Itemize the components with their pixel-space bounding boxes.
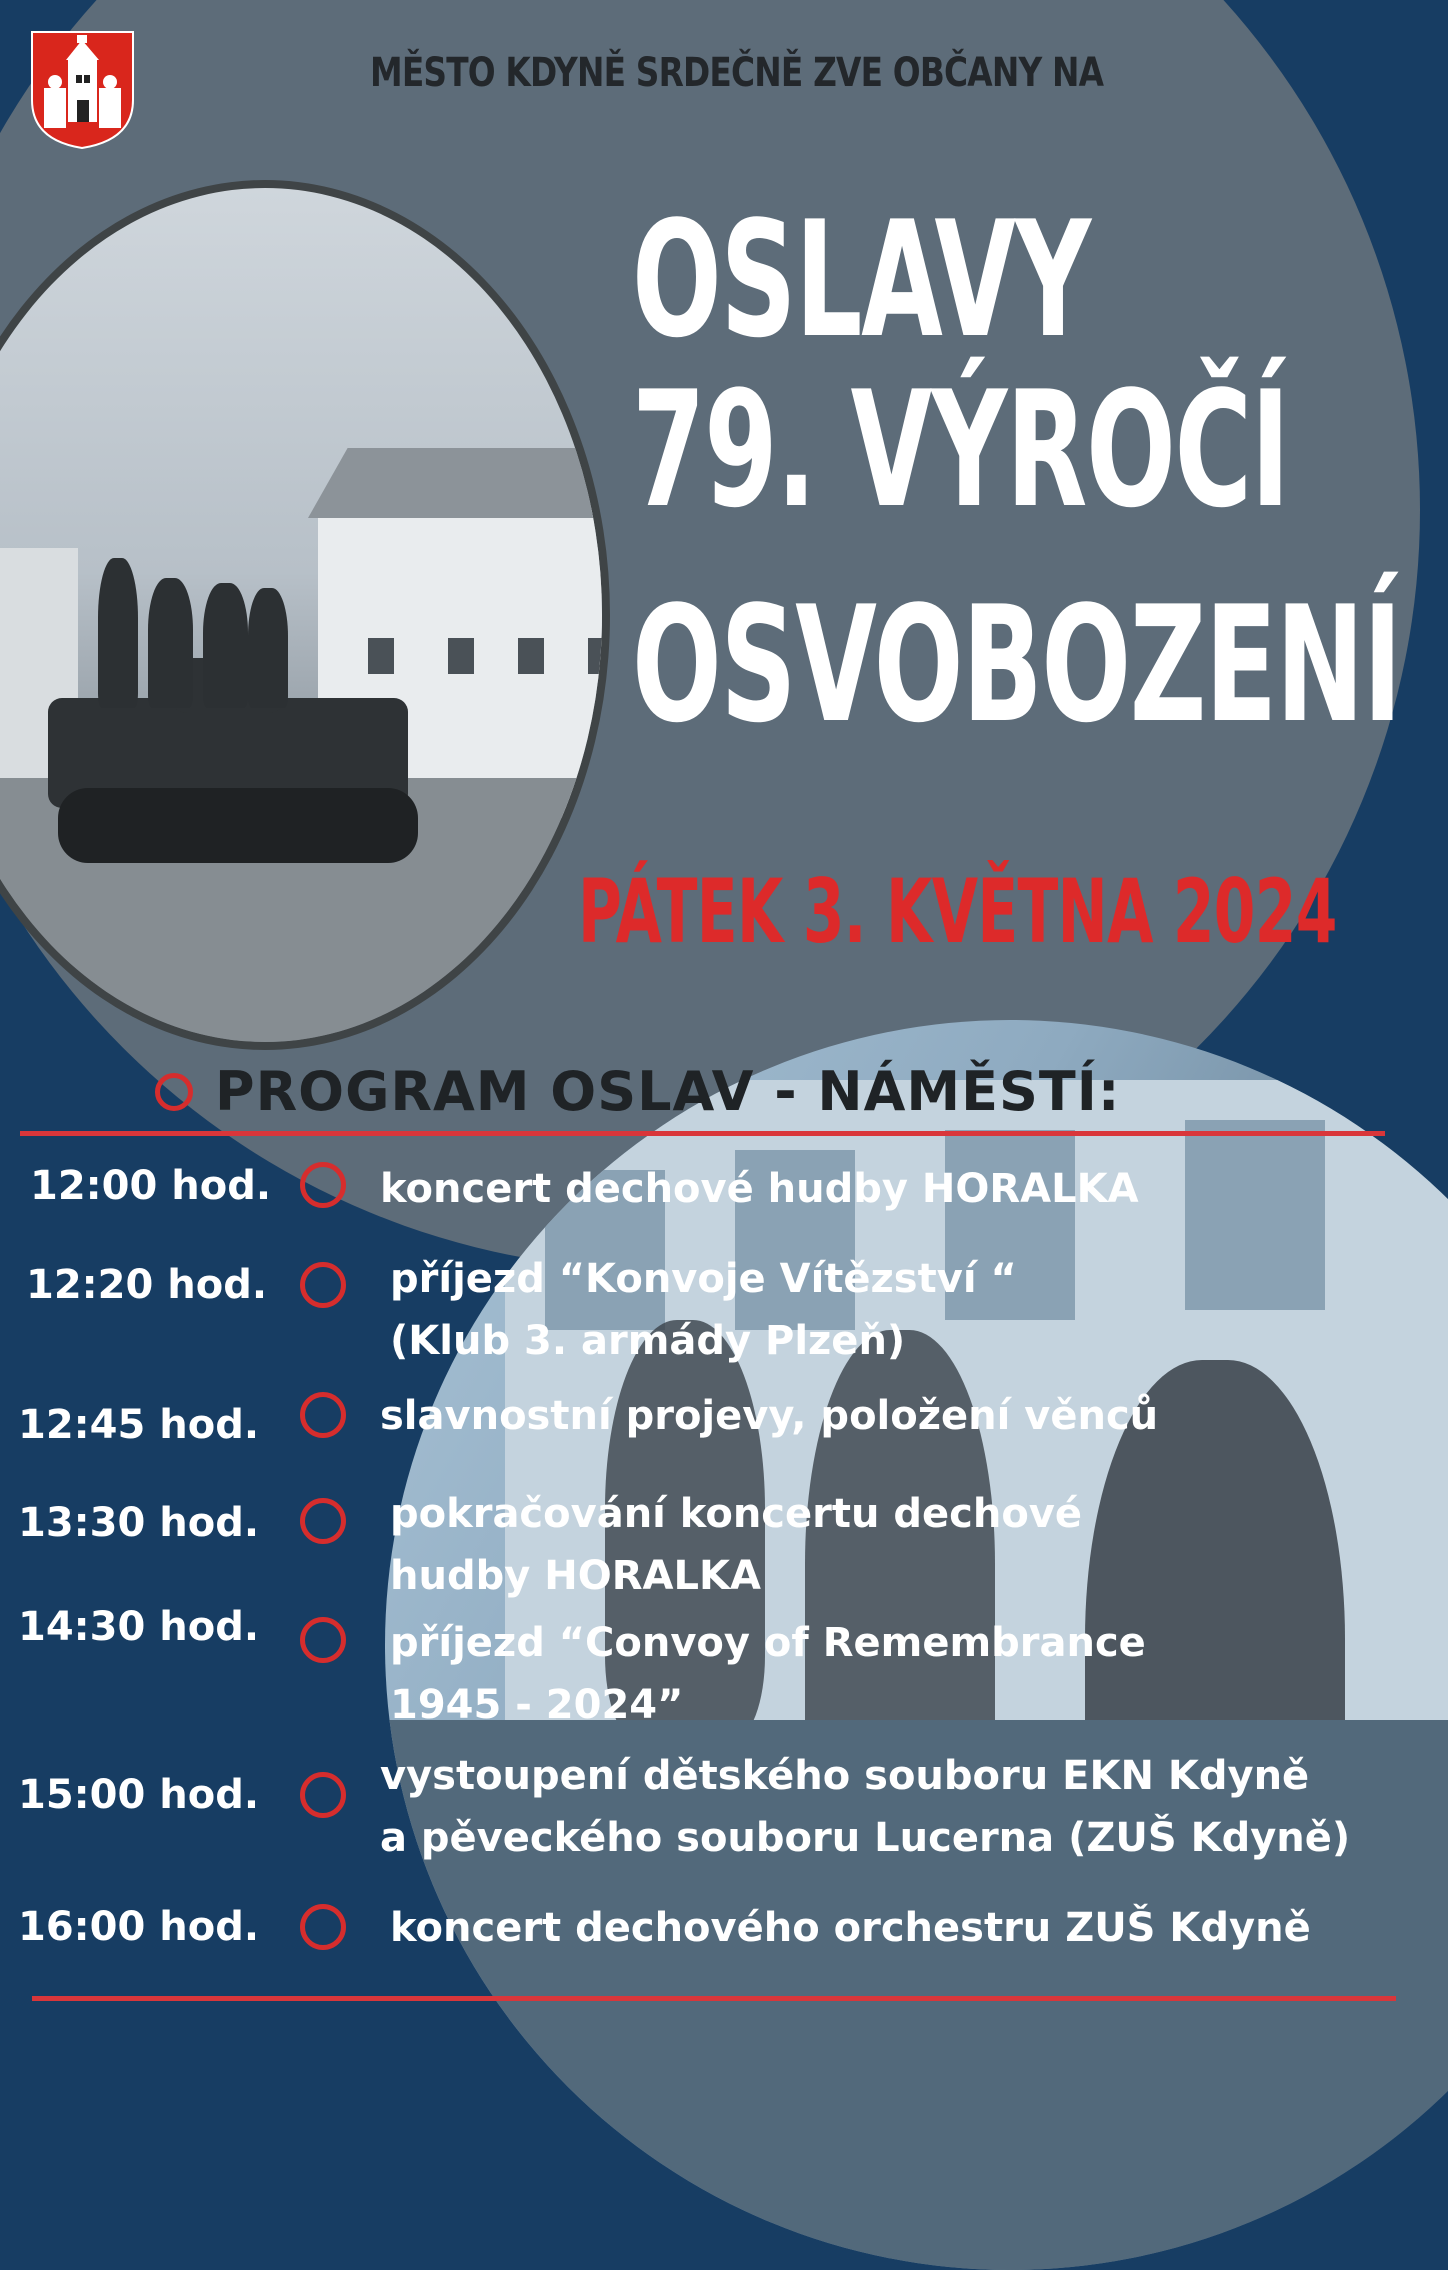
invitation-text: MĚSTO KDYNĚ SRDEČNĚ ZVE OBČANY NA (370, 50, 1104, 96)
program-time: 12:00 hod. (30, 1163, 272, 1209)
ring-bullet-icon (300, 1262, 346, 1308)
event-date: PÁTEK 3. KVĚTNA 2024 (578, 860, 1337, 963)
ring-bullet-icon (300, 1772, 346, 1818)
photo-window (518, 638, 544, 674)
program-description: slavnostní projevy, položení věnců (380, 1393, 1159, 1439)
photo-roof (308, 448, 610, 518)
program-description: vystoupení dětského souboru EKN Kdyně (380, 1753, 1310, 1799)
heading-ring-icon (155, 1073, 193, 1111)
ring-bullet-icon (300, 1392, 346, 1438)
ring-bullet-icon (300, 1162, 346, 1208)
program-description-line-2: hudby HORALKA (390, 1553, 761, 1599)
program-time: 14:30 hod. (18, 1604, 260, 1650)
program-time: 16:00 hod. (18, 1904, 260, 1950)
coat-of-arms-icon (30, 30, 135, 150)
program-time: 12:20 hod. (26, 1262, 268, 1308)
program-description: pokračování koncertu dechové (390, 1491, 1083, 1537)
program-description-line-2: (Klub 3. armády Plzeň) (390, 1318, 906, 1364)
bottom-divider (32, 1996, 1396, 2001)
program-description: příjezd “Convoy of Remembrance (390, 1620, 1146, 1666)
photo-soldier (148, 578, 193, 708)
program-heading (155, 1060, 1120, 1123)
title-line-2: 79. VÝROČÍ (632, 356, 1289, 543)
photo-soldier (248, 588, 288, 708)
program-description: koncert dechového orchestru ZUŠ Kdyně (390, 1905, 1311, 1951)
program-description-line-2: a pěveckého souboru Lucerna (ZUŠ Kdyně) (380, 1815, 1351, 1861)
program-time: 15:00 hod. (18, 1772, 260, 1818)
photo-window (588, 638, 610, 674)
program-title: PROGRAM OSLAV - NÁMĚSTÍ: (215, 1060, 1121, 1123)
photo-soldier (98, 558, 138, 708)
program-description: koncert dechové hudby HORALKA (380, 1166, 1139, 1212)
photo-window (368, 638, 394, 674)
program-time: 12:45 hod. (18, 1402, 260, 1448)
ring-bullet-icon (300, 1904, 346, 1950)
ring-bullet-icon (300, 1498, 346, 1544)
program-description-line-2: 1945 - 2024” (390, 1682, 684, 1728)
title-line-1: OSLAVY (632, 186, 1090, 373)
photo-window (448, 638, 474, 674)
program-description: příjezd “Konvoje Vítězství “ (390, 1256, 1017, 1302)
title-line-3: OSVOBOZENÍ (632, 571, 1401, 758)
photo-tank-tracks (58, 788, 418, 863)
photo-soldier (203, 583, 248, 708)
top-divider (20, 1131, 1385, 1136)
program-time: 13:30 hod. (18, 1500, 260, 1546)
photo-window (1185, 1120, 1325, 1310)
ring-bullet-icon (300, 1617, 346, 1663)
